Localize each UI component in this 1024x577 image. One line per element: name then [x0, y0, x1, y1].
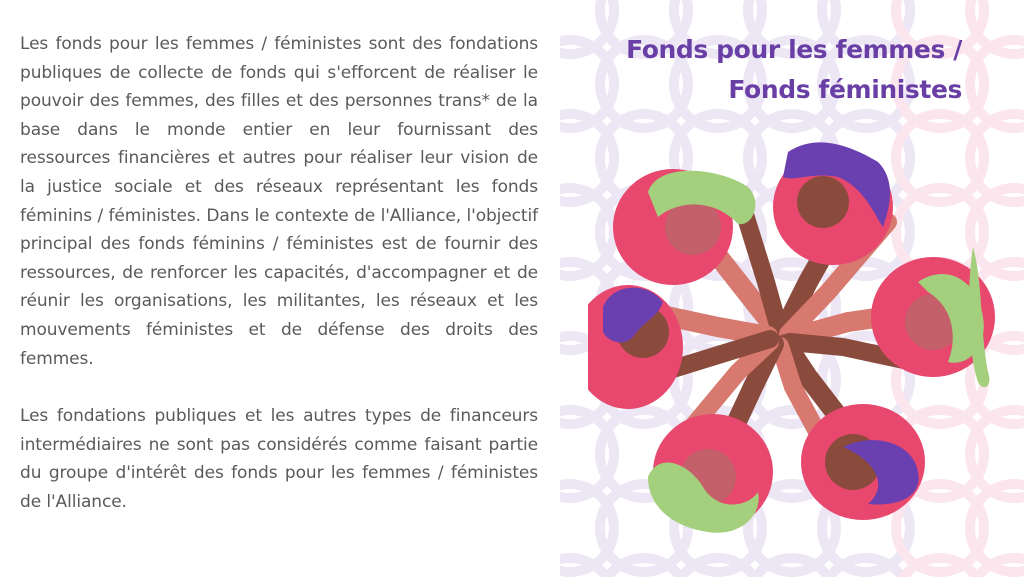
description-text — [20, 30, 538, 517]
women-circle-illustration — [588, 132, 1008, 577]
title-line-1: Fonds pour les femmes / — [626, 35, 962, 64]
paragraph-exclusion: Les fondations publiques et les autres types de financeurs intermédiaires ne sont pas considérés comme faisant partie du groupe d'intérêt des fonds pour les femmes / féministes de l'Alliance. — [20, 406, 538, 512]
title-line-2: Fonds féministes — [728, 75, 962, 104]
paragraph-definition: Les fonds pour les femmes / féministes sont des fondations publiques de collecte de fonds qui s'efforcent de réaliser le pouvoir des femmes, des filles et des personnes trans* de la base dans le monde entier en leur fournissant des ressources financières et autres pour réaliser leur vision de la justice sociale et des réseaux représentant les fonds féminins / féministes. Dans le contexte de l'Alliance, l'objectif principal des fonds féminins / féministes est de fournir des ressources, de renforcer les capacités, d'accompagner et de réunir les organisations, les militantes, les réseaux et les mouvements féministes et de défense des droits des femmes. — [20, 34, 538, 369]
page-title — [542, 30, 962, 110]
